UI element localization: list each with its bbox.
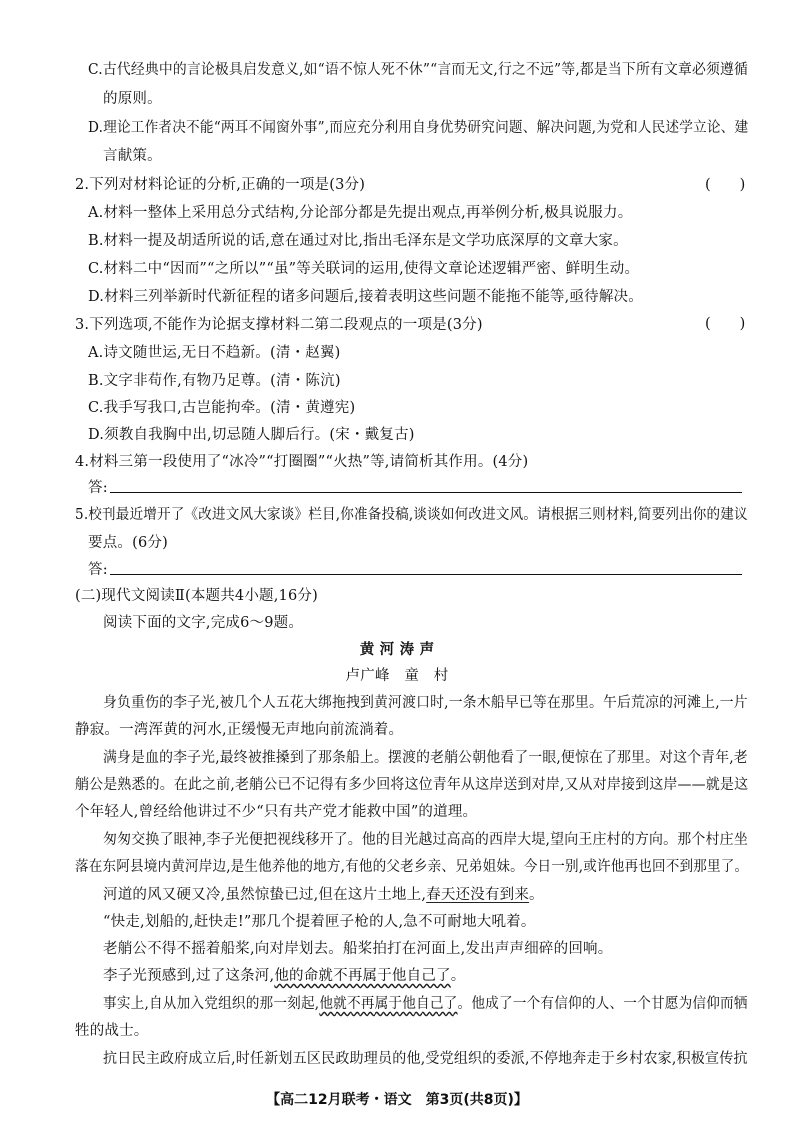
- page-footer: 【高二12月联考・语文 第3页(共8页)】: [266, 1092, 528, 1108]
- q2-option-d: D.材料三列举新时代新征程的诸多问题后,接着表明这些问题不能拖不能等,亟待解决。: [88, 289, 643, 305]
- q2-option-a: A.材料一整体上采用总分式结构,分论部分都是先提出观点,再举例分析,极具说服力。: [88, 205, 633, 221]
- q3-option-c: C.我手写我口,古岂能拘牵。(清・黄遵宪): [88, 400, 356, 416]
- article-p5: “快走,划船的,赶快走!”那几个提着匣子枪的人,急不可耐地大吼着。: [103, 914, 536, 930]
- article-p3-line2: 落在东阿县境内黄河岸边,是生他养他的地方,有他的父老乡亲、兄弟姐妹。今日一别,或许他再也回不到那里了。: [75, 859, 749, 875]
- q3-answer-paren: ( ): [705, 316, 746, 332]
- article-p8-wavy: 他就不再属于他自己了: [319, 996, 458, 1012]
- q3-option-b: B.文字非苟作,有物乃足尊。(清・陈沆): [88, 373, 341, 389]
- article-p7-wavy: 他的命就不再属于他自己了: [274, 968, 451, 984]
- article-p8-line2: 牲的战士。: [75, 1023, 149, 1039]
- q1-option-d-line1: D.理论工作者决不能“两耳不闻窗外事”,而应充分利用自身优势研究问题、解决问题,为党和人民述学立论、建: [88, 120, 749, 136]
- q1-option-c-line2: 的原则。: [103, 91, 162, 107]
- section-heading: (二)现代文阅读Ⅱ(本题共4小题,16分): [75, 588, 318, 604]
- article-p9: 抗日民主政府成立后,时任新划五区民政助理员的他,受党组织的委派,不停地奔走于乡村农家,积极宣传抗: [103, 1051, 748, 1067]
- article-p4-end: 。: [529, 887, 544, 903]
- article-p1-line2: 静寂。一湾浑黄的河水,正缓慢无声地向前流淌着。: [75, 722, 404, 738]
- q5-stem-line2: 要点。(6分): [88, 535, 168, 551]
- q3-option-d: D.须教自我胸中出,切忌随人脚后行。(宋・戴复古): [88, 427, 415, 443]
- q2-answer-paren: ( ): [705, 177, 746, 193]
- article-p6: 老艄公不得不摇着船桨,向对岸划去。船桨拍打在河面上,发出声声细碎的回响。: [103, 941, 613, 957]
- article-p8-line1: [103, 994, 748, 1014]
- q5-stem-line1: 5.校刊最近增开了《改进文风大家谈》栏目,你准备投稿,谈谈如何改进文风。请根据三则材料,简要列出你的建议: [75, 507, 748, 523]
- section-instruction: 阅读下面的文字,完成6～9题。: [103, 615, 304, 631]
- article-p7-end: 。: [450, 968, 466, 984]
- q4-answer-line[interactable]: [110, 492, 742, 493]
- article-p7-text: 李子光预感到,过了这条河,: [103, 968, 275, 984]
- article-p8-rest: 。他成了一个有信仰的人、一个甘愿为信仰而牺: [457, 996, 748, 1012]
- q4-answer-label: 答:: [88, 480, 108, 496]
- q3-stem: 3.下列选项,不能作为论据支撑材料二第二段观点的一项是(3分): [75, 317, 483, 333]
- article-p2-line3: 个年轻人,曾经给他讲过不少“只有共产党才能救中国”的道理。: [75, 804, 478, 820]
- article-p2-line1: 满身是血的李子光,最终被推搡到了那条船上。摆渡的老艄公朝他看了一眼,便惊在了那里。对这个青年,老: [103, 750, 748, 766]
- q4-stem: 4.材料三第一段使用了“冰冷”“打圈圈”“火热”等,请简析其作用。(4分): [75, 454, 529, 470]
- q2-stem: 2.下列对材料论证的分析,正确的一项是(3分): [75, 177, 366, 193]
- q2-option-b: B.材料一提及胡适所说的话,意在通过对比,指出毛泽东是文学功底深厚的文章大家。: [88, 233, 628, 249]
- article-authors: 卢广峰 童 村: [345, 668, 449, 684]
- article-p3-line1: 匆匆交换了眼神,李子光便把视线移开了。他的目光越过高高的西岸大堤,望向王庄村的方向。那个村庄坐: [103, 832, 748, 848]
- article-p8-text: 事实上,自从加入党组织的那一刻起,: [103, 996, 320, 1012]
- article-p4: [103, 885, 544, 905]
- article-p7: [103, 966, 465, 986]
- q1-option-c-line1: C.古代经典中的言论极具启发意义,如“语不惊人死不休”“言而无文,行之不远”等,都是当下所有文章必须遵循: [88, 62, 749, 78]
- q1-option-d-line2: 言献策。: [103, 148, 162, 164]
- article-title: 黄 河 涛 声: [359, 641, 435, 658]
- article-p2-line2: 艄公是熟悉的。在此之前,老艄公已不记得有多少回将这位青年从这岸送到对岸,又从对岸接到这岸——就是这: [75, 777, 749, 793]
- q5-answer-label: 答:: [88, 562, 108, 578]
- q3-option-a: A.诗文随世运,无日不趋新。(清・赵翼): [88, 345, 341, 361]
- article-p1-line1: 身负重伤的李子光,被几个人五花大绑拖拽到黄河渡口时,一条木船早已等在那里。午后荒凉的河滩上,一片: [103, 695, 748, 711]
- q5-answer-line[interactable]: [110, 574, 742, 575]
- article-p4-text: 河道的风又硬又冷,虽然惊蛰已过,但在这片土地上,: [103, 887, 427, 903]
- q2-option-c: C.材料二中“因而”“之所以”“虽”等关联词的运用,使得文章论述逻辑严密、鲜明生动。: [88, 261, 640, 277]
- article-p4-underlined: 春天还没有到来: [426, 887, 530, 903]
